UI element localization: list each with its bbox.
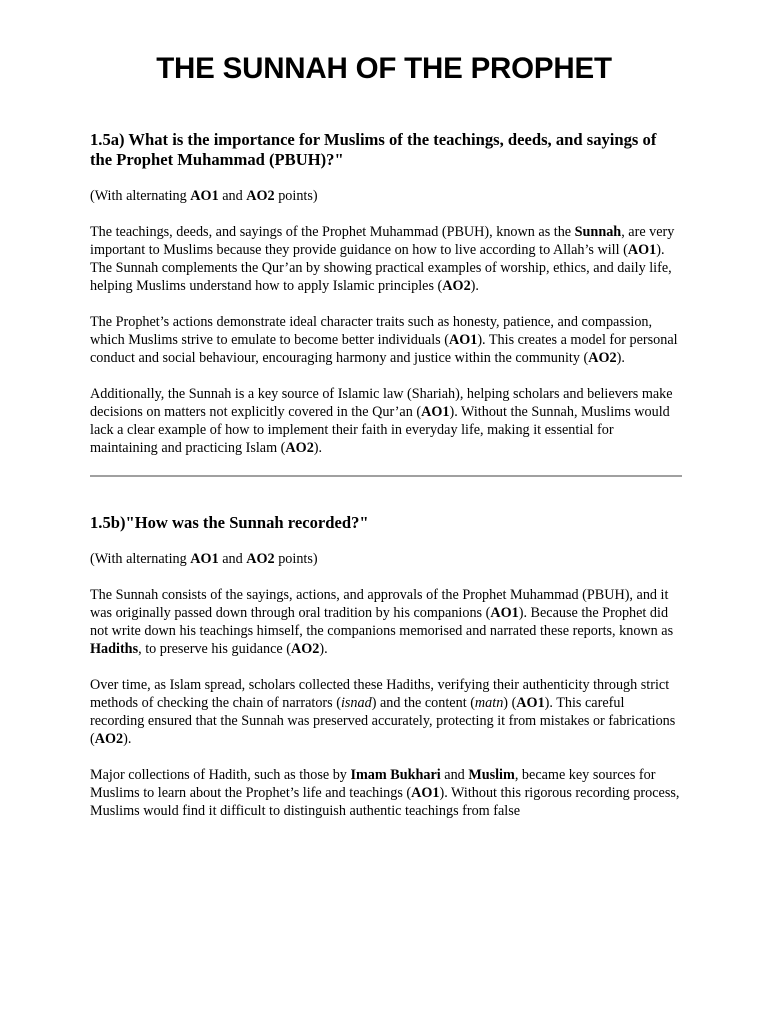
paragraph: The Sunnah consists of the sayings, actions, and approvals of the Prophet Muhammad (PBUH), and it was originally passed down through oral tradition by his companions (AO1). Because the Prophet did not write down his teachings himself, the companions memorised and narrated these reports, known as Hadiths, to preserve his guidance (AO2). <box>90 587 674 657</box>
section-intro: (With alternating AO1 and AO2 points) <box>90 551 318 567</box>
paragraph: Additionally, the Sunnah is a key source of Islamic law (Shariah), helping scholars and believers make decisions on matters not explicitly covered in the Qur’an (AO1). Without the Sunnah, Muslims would lack a clear example of how to implement their faith in everyday life, making it essential for maintaining and practicing Islam (AO2). <box>90 386 673 456</box>
paragraph: The Prophet’s actions demonstrate ideal character traits such as honesty, patience, and compassion, which Muslims strive to emulate to become better individuals (AO1). This creates a model for personal conduct and social behaviour, encouraging harmony and justice within the community (AO2). <box>90 314 678 366</box>
section-heading-1-5a: 1.5a) What is the importance for Muslims of the teachings, deeds, and sayings of the Prophet Muhammad (PBUH)?" <box>90 130 657 169</box>
section-intro: (With alternating AO1 and AO2 points) <box>90 188 318 204</box>
document-body <box>90 130 682 820</box>
document-title: THE SUNNAH OF THE PROPHET <box>156 52 612 85</box>
section-heading-1-5b: 1.5b)"How was the Sunnah recorded?" <box>90 513 369 532</box>
paragraph: Major collections of Hadith, such as those by Imam Bukhari and Muslim, became key sources for Muslims to learn about the Prophet’s life and teachings (AO1). Without this rigorous recording process, Muslims would find it difficult to distinguish authentic teachings from false <box>90 767 680 819</box>
paragraph: Over time, as Islam spread, scholars collected these Hadiths, verifying their authenticity through strict methods of checking the chain of narrators (isnad) and the content (matn) (AO1). This careful recording ensured that the Sunnah was preserved accurately, protecting it from mistakes or fabrications (AO2). <box>90 677 676 747</box>
paragraph: The teachings, deeds, and sayings of the Prophet Muhammad (PBUH), known as the Sunnah, are very important to Muslims because they provide guidance on how to live according to Allah’s will (AO1). The Sunnah complements the Qur’an by showing practical examples of worship, ethics, and daily life, helping Muslims understand how to apply Islamic principles (AO2). <box>90 224 675 294</box>
